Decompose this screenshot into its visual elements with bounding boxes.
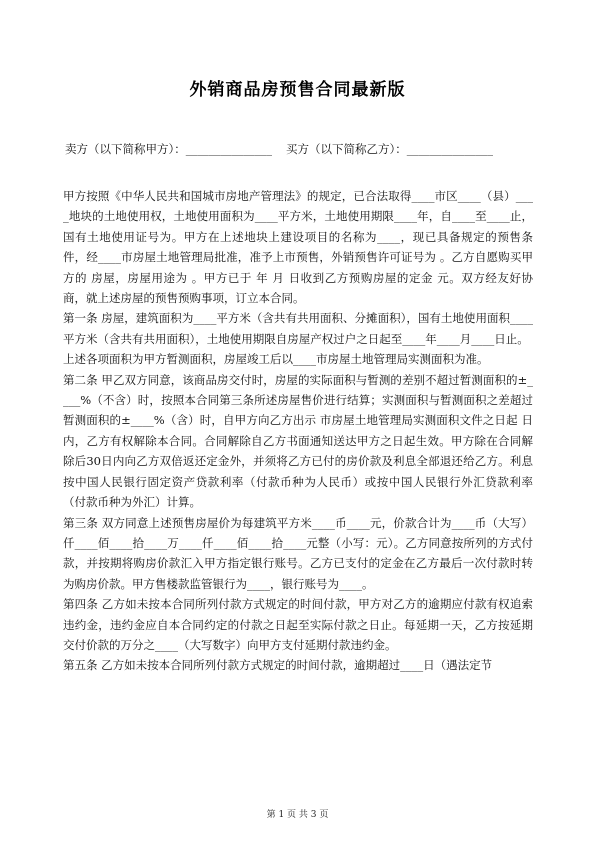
area-note-paragraph: 上述各项面积为甲方暂测面积，房屋竣工后以____市房屋土地管理局实测面积为准。	[63, 352, 489, 367]
contract-body	[63, 186, 533, 676]
party-b-line: 买方（以下简称乙方）：_______________	[286, 142, 493, 156]
preamble-paragraph: 甲方按照《中华人民共和国城市房地产管理法》的规定，已合法取得____市区____（县）____地块的土地使用权，土地使用面积为____平方米，土地使用期限____年，自____至____止，国有土地使用证号为。甲方在上述地块上建设项目的名称为____，现已具备规定的预售条件，经____市房屋土地管理局批准，准予上市预售，外销预售许可证号为 。乙方自愿购买甲方的 房屋，房屋用途为 。甲方已于 年 月 日收到乙方预购房屋的定金 元。双方经友好协商，就上述房屋的预售预购事项，订立本合同。	[63, 189, 533, 306]
party-a-line: 卖方（以下简称甲方）：_______________	[65, 142, 272, 156]
article-2-paragraph: 第二条 甲乙双方同意，该商品房交付时，房屋的实际面积与暂测的差别不超过暂测面积的±____%（不含）时，按照本合同第三条所述房屋售价进行结算；实测面积与暂测面积之差超过暂测面积的±____%（含）时，自甲方向乙方出示 市房屋土地管理局实测面积文件之日起 日内，乙方有权解除本合同。合同解除自乙方书面通知送达甲方之日起生效。甲方除在合同解除后30日内向乙方双倍返还定金外，并须将乙方已付的房价款及利息全部退还给乙方。利息按中国人民银行固定资产贷款利率（付款币种为人民币）或按中国人民银行外汇贷款利率（付款币种为外汇）计算。	[63, 372, 533, 510]
page-title: 外销商品房预售合同最新版	[189, 80, 406, 100]
article-1-paragraph: 第一条 房屋，建筑面积为____平方米（含共有共用面积、分摊面积），国有土地使用面积____平方米（含共有共用面积），土地使用期限自房屋产权过户之日起至____年____月____日止。	[63, 311, 533, 346]
article-5-paragraph: 第五条 乙方如未按本合同所列付款方式规定的时间付款，逾期超过____日（遇法定节	[63, 658, 493, 673]
contract-parties	[65, 141, 535, 158]
page-footer: 第 1 页 共 3 页	[266, 810, 329, 820]
article-3-paragraph: 第三条 双方同意上述预售房屋价为每建筑平方米____币____元，价款合计为____币（大写）仟____佰____拾____万____仟____佰____拾____元整（小写：元）。乙方同意按所列的方式付款，并按期将购房价款汇入甲方指定银行账号。乙方已支付的定金在乙方最后一次付款时转为购房价款。甲方售楼款监管银行为____，银行账号为____。	[63, 515, 533, 591]
article-4-paragraph: 第四条 乙方如未按本合同所列付款方式规定的时间付款，甲方对乙方的逾期应付款有权追索违约金，违约金应自本合同约定的付款之日起至实际付款之日止。每延期一天，乙方按延期交付价款的万分之____（大写数字）向甲方支付延期付款违约金。	[63, 597, 533, 652]
